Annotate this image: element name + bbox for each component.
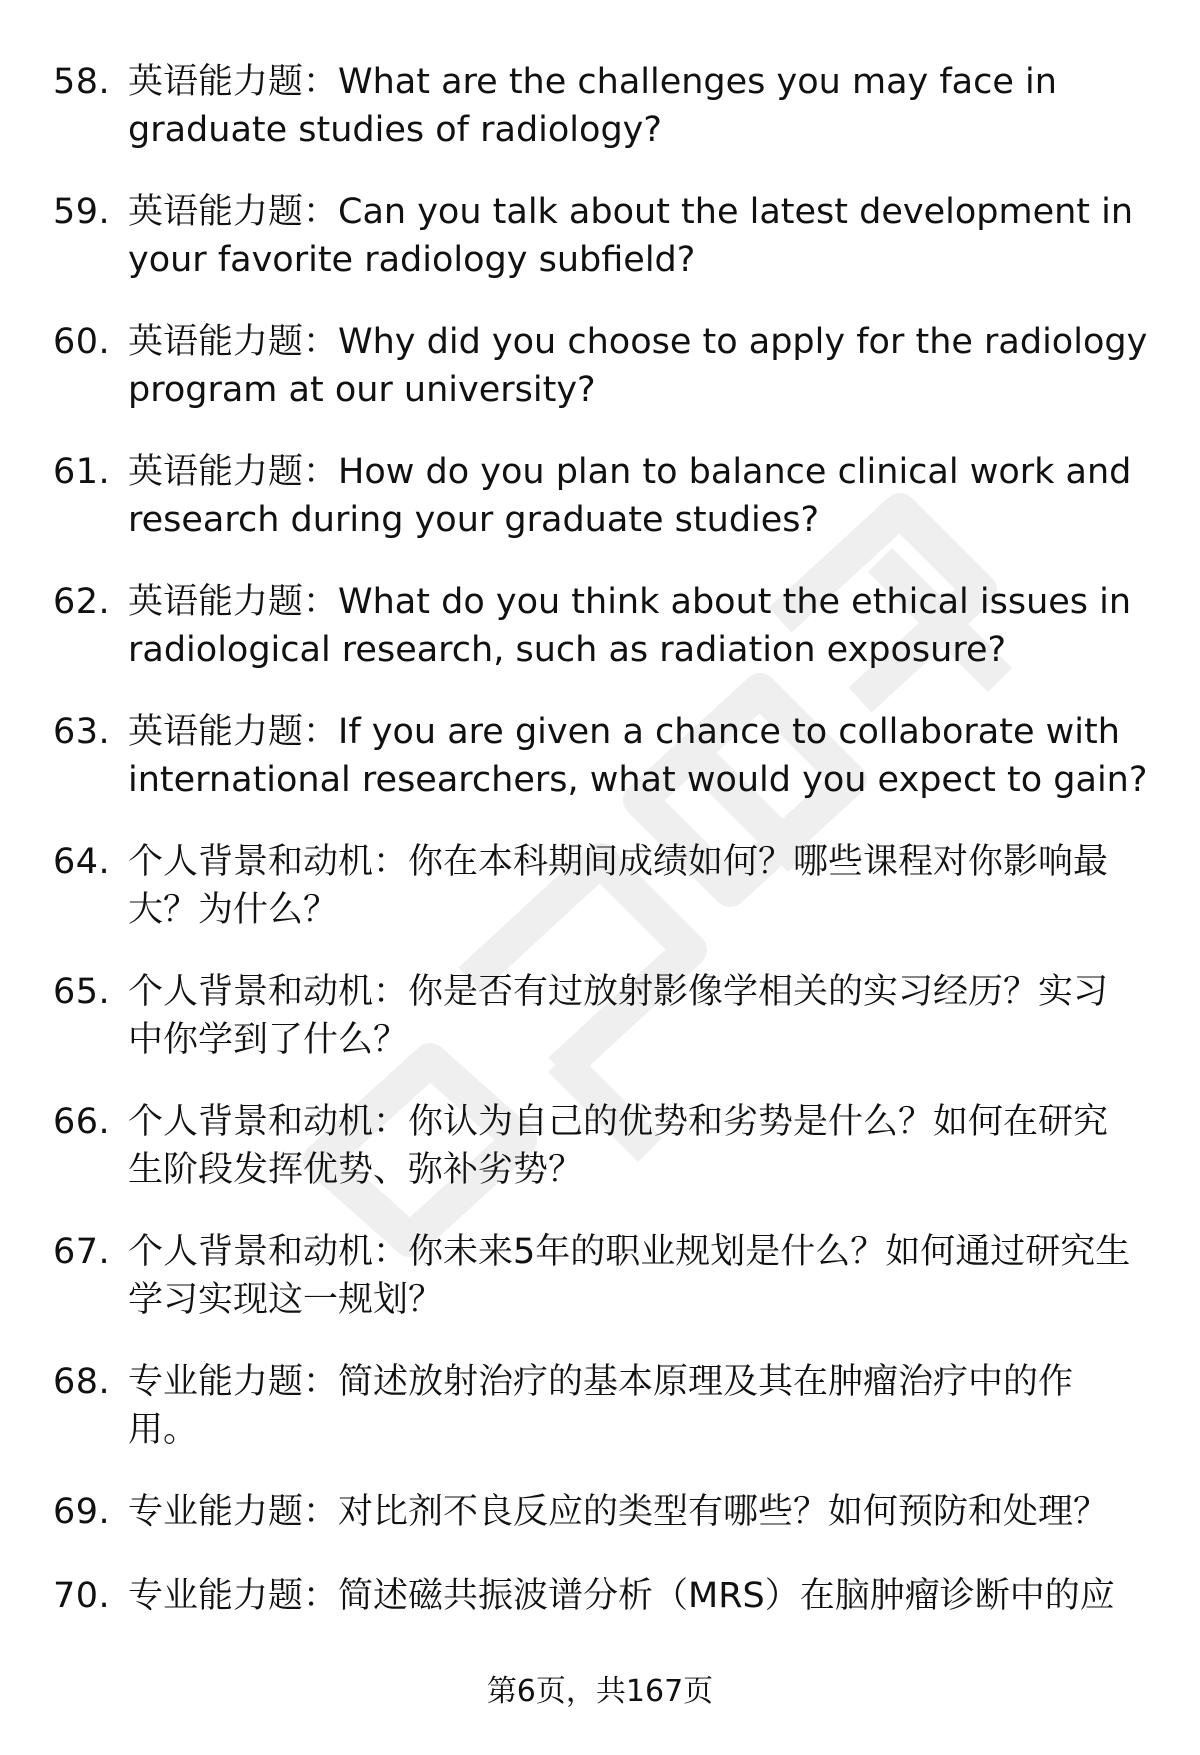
question-number: 64. bbox=[53, 842, 111, 882]
question-category: 专业能力题： bbox=[128, 1576, 339, 1616]
question-text bbox=[128, 1358, 1168, 1454]
question-item-67 bbox=[0, 1228, 1200, 1324]
question-line-2: program at our university? bbox=[128, 370, 596, 410]
question-line-1-text: 你认为自己的优势和劣势是什么？如何在研究 bbox=[408, 1102, 1109, 1142]
question-item-69 bbox=[0, 1488, 1200, 1536]
question-line-1 bbox=[128, 838, 1168, 886]
question-text bbox=[128, 838, 1168, 934]
question-item-62 bbox=[0, 578, 1200, 674]
question-text bbox=[128, 1572, 1168, 1620]
question-text bbox=[128, 968, 1168, 1064]
question-category: 个人背景和动机： bbox=[128, 842, 409, 882]
question-category: 英语能力题： bbox=[128, 452, 339, 492]
question-line-2: your favorite radiology subfield? bbox=[128, 240, 696, 280]
question-line-1 bbox=[128, 448, 1168, 496]
question-line-1-text: If you are given a chance to collaborate with bbox=[338, 712, 1120, 752]
question-number: 69. bbox=[53, 1492, 111, 1532]
question-line-1 bbox=[128, 1228, 1168, 1276]
question-number: 65. bbox=[53, 972, 111, 1012]
question-line-1-text: Why did you choose to apply for the radiology bbox=[338, 322, 1148, 362]
question-number: 66. bbox=[53, 1102, 111, 1142]
question-category: 个人背景和动机： bbox=[128, 1102, 409, 1142]
question-line-1-text: 简述放射治疗的基本原理及其在肿瘤治疗中的作 bbox=[338, 1362, 1074, 1402]
question-line-2: 学习实现这一规划？ bbox=[128, 1280, 444, 1320]
question-line-1 bbox=[128, 318, 1168, 366]
question-item-58 bbox=[0, 58, 1200, 154]
question-line-2: graduate studies of radiology? bbox=[128, 110, 662, 150]
question-text bbox=[128, 318, 1168, 414]
question-line-1-text: 你是否有过放射影像学相关的实习经历？实习 bbox=[408, 972, 1109, 1012]
question-line-1 bbox=[128, 708, 1168, 756]
question-line-1-text: What do you think about the ethical issues in bbox=[338, 582, 1132, 622]
question-number: 60. bbox=[53, 322, 111, 362]
question-number: 70. bbox=[53, 1576, 111, 1616]
question-category: 专业能力题： bbox=[128, 1492, 339, 1532]
question-line-2: 中你学到了什么？ bbox=[128, 1020, 409, 1060]
question-item-70 bbox=[0, 1572, 1200, 1620]
question-line-1 bbox=[128, 578, 1168, 626]
question-line-1-text: Can you talk about the latest development in bbox=[338, 192, 1134, 232]
question-number: 68. bbox=[53, 1362, 111, 1402]
question-line-1-text: 你在本科期间成绩如何？哪些课程对你影响最 bbox=[408, 842, 1109, 882]
question-number: 59. bbox=[53, 192, 111, 232]
page-number-label: 第6页，共167页 bbox=[486, 1674, 714, 1709]
question-category: 个人背景和动机： bbox=[128, 1232, 409, 1272]
question-item-66 bbox=[0, 1098, 1200, 1194]
question-item-60 bbox=[0, 318, 1200, 414]
question-line-1 bbox=[128, 188, 1168, 236]
question-text bbox=[128, 188, 1168, 284]
question-line-1-text: 对比剂不良反应的类型有哪些？如何预防和处理？ bbox=[338, 1492, 1109, 1532]
question-line-1-text: What are the challenges you may face in bbox=[338, 62, 1057, 102]
question-line-1 bbox=[128, 1098, 1168, 1146]
question-line-2: 生阶段发挥优势、弥补劣势？ bbox=[128, 1150, 584, 1190]
question-number: 63. bbox=[53, 712, 111, 752]
question-line-1-text: 简述磁共振波谱分析（MRS）在脑肿瘤诊断中的应 bbox=[338, 1576, 1115, 1616]
page-footer bbox=[0, 1672, 1200, 1712]
question-item-61 bbox=[0, 448, 1200, 544]
question-text bbox=[128, 578, 1168, 674]
question-line-1 bbox=[128, 1358, 1168, 1406]
question-line-2: radiological research, such as radiation exposure? bbox=[128, 630, 1007, 670]
question-category: 英语能力题： bbox=[128, 192, 339, 232]
question-category: 英语能力题： bbox=[128, 62, 339, 102]
question-item-63 bbox=[0, 708, 1200, 804]
question-line-1-text: 你未来5年的职业规划是什么？如何通过研究生 bbox=[408, 1232, 1131, 1272]
question-text bbox=[128, 1228, 1168, 1324]
question-category: 专业能力题： bbox=[128, 1362, 339, 1402]
question-line-2: 用。 bbox=[128, 1410, 199, 1450]
question-number: 61. bbox=[53, 452, 111, 492]
question-line-1 bbox=[128, 968, 1168, 1016]
question-item-59 bbox=[0, 188, 1200, 284]
question-text bbox=[128, 1098, 1168, 1194]
question-line-2: research during your graduate studies? bbox=[128, 500, 820, 540]
question-item-68 bbox=[0, 1358, 1200, 1454]
question-line-1-text: How do you plan to balance clinical work and bbox=[338, 452, 1132, 492]
question-line-2: 大？为什么？ bbox=[128, 890, 339, 930]
question-category: 个人背景和动机： bbox=[128, 972, 409, 1012]
question-line-1 bbox=[128, 58, 1168, 106]
question-category: 英语能力题： bbox=[128, 322, 339, 362]
question-item-64 bbox=[0, 838, 1200, 934]
question-category: 英语能力题： bbox=[128, 712, 339, 752]
question-line-1 bbox=[128, 1572, 1168, 1620]
question-text bbox=[128, 448, 1168, 544]
question-category: 英语能力题： bbox=[128, 582, 339, 622]
question-text bbox=[128, 1488, 1168, 1536]
question-line-1 bbox=[128, 1488, 1168, 1536]
question-number: 67. bbox=[53, 1232, 111, 1272]
question-text bbox=[128, 708, 1168, 804]
question-line-2: international researchers, what would you expect to gain? bbox=[128, 760, 1148, 800]
question-list bbox=[0, 58, 1200, 1654]
question-item-65 bbox=[0, 968, 1200, 1064]
question-text bbox=[128, 58, 1168, 154]
question-number: 62. bbox=[53, 582, 111, 622]
question-number: 58. bbox=[53, 62, 111, 102]
